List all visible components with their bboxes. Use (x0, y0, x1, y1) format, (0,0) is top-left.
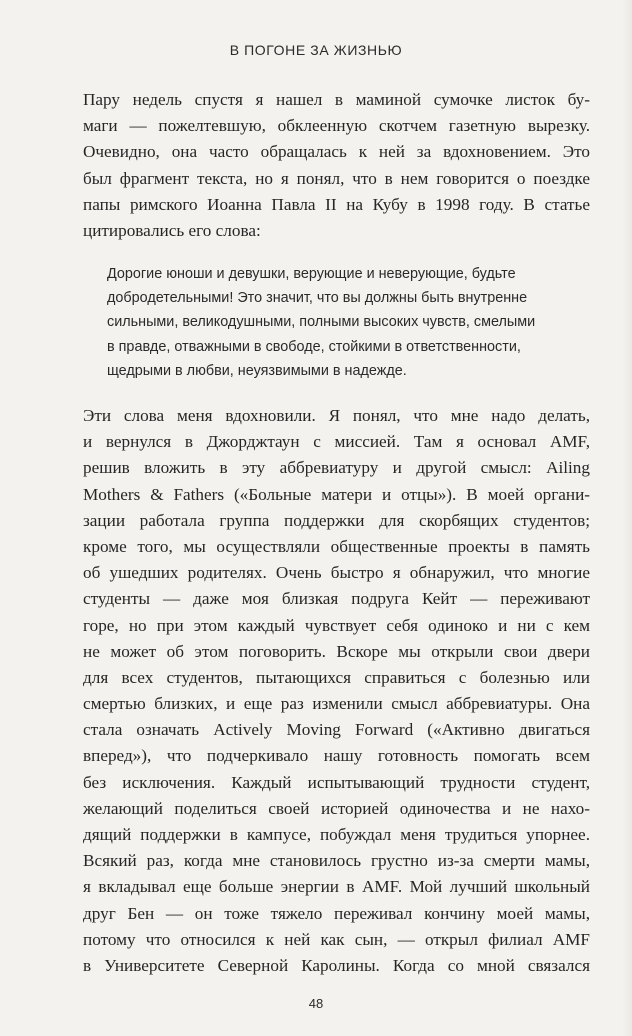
text-line: желающий поделиться своей историей одиночества и не нахо- (83, 798, 590, 818)
text-line: зации работала группа поддержки для скорбящих студентов; (83, 510, 590, 530)
quote-line: сильными, великодушными, полными высоких чувств, смелыми (107, 314, 536, 331)
text-line: не может об этом поговорить. Вскоре мы открыли свои двери (83, 641, 590, 661)
text-line: для всех студентов, пытающихся справиться с болезнью или (83, 667, 590, 687)
running-title: В ПОГОНЕ ЗА ЖИЗНЬЮ (229, 42, 403, 58)
block-quote (107, 262, 573, 383)
text-line: Всякий раз, когда мне становилось грустно из-за смерти мамы, (83, 851, 590, 871)
text-line: без исключения. Каждый испытывающий трудности студент, (83, 772, 590, 792)
text-line: горе, но при этом каждый чувствует себя одиноко и ни с кем (83, 615, 590, 635)
text-line: решив вложить в эту аббревиатуру и другой смысл: Ailing (83, 458, 590, 478)
text-line: папы римского Иоанна Павла II на Кубу в 1998 году. В статье (83, 194, 590, 214)
text-line: цитировались его слова: (83, 220, 261, 240)
text-line: дящий поддержки в кампусе, побуждал меня трудиться упорнее. (83, 825, 590, 844)
page-edge-shadow (622, 0, 632, 1036)
text-line: был фрагмент текста, но я понял, что в нем говорится о поездке (83, 168, 590, 188)
quote-line: Дорогие юноши и девушки, верующие и неверующие, будьте (107, 266, 516, 282)
text-line: Очевидно, она часто обращалась к ней за вдохновением. Это (83, 142, 590, 162)
quote-line: щедрыми в любви, неуязвимыми в надежде. (107, 362, 407, 379)
quote-line: добродетельными! Это значит, что вы должны быть внутренне (107, 290, 528, 307)
text-line: потому что относился к ней как сын, — открыл филиал AMF (83, 929, 590, 949)
paragraph-1 (83, 87, 590, 244)
text-line: вперед»), что подчеркивало нашу готовность помогать всем (83, 746, 590, 766)
text-line: Пару недель спустя я нашел в маминой сумочке листок бу- (83, 90, 590, 109)
text-line: кроме того, мы осуществляли общественные проекты в память (83, 536, 590, 556)
text-line: смертью близких, и еще раз изменили смысл аббревиатуры. Она (83, 694, 590, 714)
text-line: Эти слова меня вдохновили. Я понял, что мне надо делать, (83, 406, 590, 425)
text-line: друг Бен — он тоже тяжело переживал кончину моей мамы, (83, 903, 590, 923)
page-number: 48 (308, 996, 324, 1011)
text-line: маги — пожелтевшую, обклеенную скотчем газетную вырезку. (83, 116, 590, 136)
text-line: и вернулся в Джорджтаун с миссией. Там я основал AMF, (83, 432, 590, 452)
text-line: в Университете Северной Каролины. Когда со мной связался (83, 955, 590, 975)
text-line: студенты — даже моя близкая подруга Кейт — переживают (83, 589, 590, 609)
text-line: Mothers & Fathers («Больные матери и отцы»). В моей органи- (83, 484, 590, 504)
quote-line: в правде, отважными в свободе, стойкими в ответственности, (107, 338, 521, 355)
paragraph-2 (83, 403, 590, 979)
text-line: стала означать Actively Moving Forward («Активно двигаться (83, 720, 590, 740)
text-line: об ушедших родителях. Очень быстро я обнаружил, что многие (83, 563, 590, 583)
text-line: я вкладывал еще больше энергии в AMF. Мой лучший школьный (83, 877, 590, 897)
